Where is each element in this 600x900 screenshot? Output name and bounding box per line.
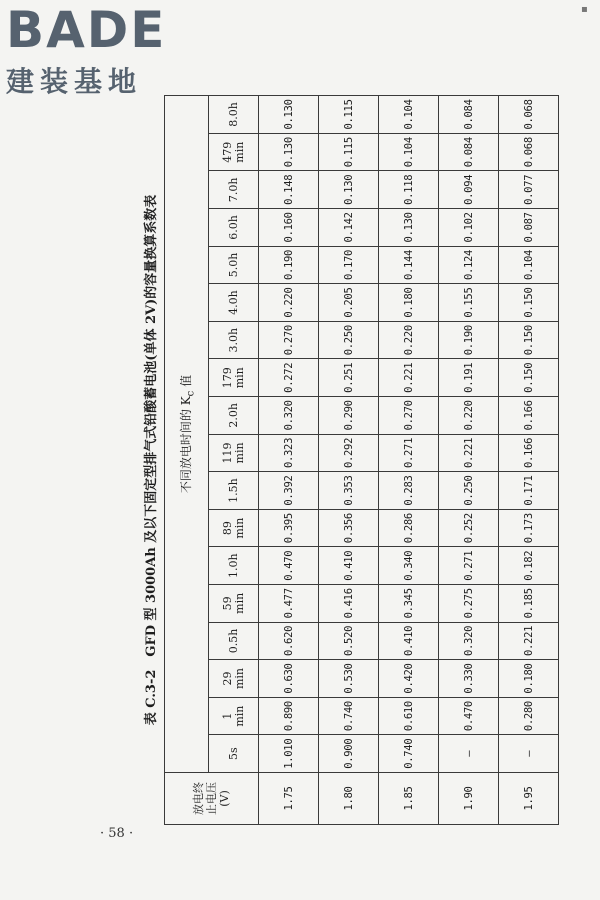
column-header-cell (209, 321, 259, 359)
coefficient-cell: 0.530 (319, 660, 379, 698)
coefficient-cell: — (439, 735, 499, 773)
coefficient-cell: 0.250 (319, 321, 379, 359)
coefficient-cell: 0.068 (499, 96, 559, 134)
coefficient-cell: 0.740 (319, 697, 379, 735)
coefficient-cell: 0.470 (439, 697, 499, 735)
column-header-text: 2.0h (226, 403, 240, 428)
coefficient-cell: 0.170 (319, 246, 379, 284)
column-header-text: 4.0h (226, 290, 240, 315)
coefficient-cell: 0.280 (499, 697, 559, 735)
span-header-text: 不同放电时间的 K (178, 396, 193, 494)
coefficient-cell: 0.220 (259, 284, 319, 322)
coefficient-cell: 0.900 (319, 735, 379, 773)
column-header-cell (209, 509, 259, 547)
column-header-cell (209, 434, 259, 472)
column-header-text: 8.0h (226, 102, 240, 127)
column-header-text: min (232, 442, 246, 464)
watermark-subtitle: 建装基地 (6, 65, 143, 98)
column-header-text: 5.0h (226, 252, 240, 278)
column-header-text: 179 (220, 367, 234, 389)
table-row (259, 96, 319, 825)
coefficient-cell: 0.320 (259, 397, 319, 435)
column-header-text: min (232, 141, 246, 163)
discharge-time-span-header (165, 96, 209, 773)
coefficient-cell: 0.410 (319, 547, 379, 585)
coefficient-cell: 0.084 (439, 133, 499, 171)
coefficient-cell: 0.130 (259, 96, 319, 134)
coefficient-cell: 0.118 (379, 171, 439, 209)
column-header-text: 89 (220, 521, 234, 536)
column-header-cell (209, 660, 259, 698)
table-row (499, 96, 559, 825)
coefficient-cell: 0.190 (259, 246, 319, 284)
column-header-text: min (232, 367, 246, 389)
span-header-tail: 值 (178, 374, 193, 391)
row-header-cell (165, 773, 259, 825)
watermark-logo (6, 1, 167, 100)
coefficient-cell: 0.104 (499, 246, 559, 284)
coefficient-cell: 0.292 (319, 434, 379, 472)
column-header-cell (209, 735, 259, 773)
voltage-cell: 1.95 (499, 773, 559, 825)
column-header-text: 3.0h (226, 327, 240, 353)
coefficient-cell: 0.416 (319, 585, 379, 623)
column-header-text: min (232, 592, 246, 614)
column-header-cell (209, 246, 259, 284)
coefficient-cell: 0.182 (499, 547, 559, 585)
coefficient-cell: 0.286 (379, 509, 439, 547)
coefficient-cell: 0.124 (439, 246, 499, 284)
column-header-text: min (232, 668, 246, 690)
row-header-line-3: (V) (218, 790, 231, 807)
coefficient-cell: 0.356 (319, 509, 379, 547)
coefficient-cell: 0.272 (259, 359, 319, 397)
coefficient-cell: 0.271 (439, 547, 499, 585)
column-header-text: 1.5h (226, 478, 240, 503)
coefficient-cell: 0.330 (439, 660, 499, 698)
column-header-text: 59 (220, 596, 234, 611)
column-header-text: 1 (220, 712, 234, 720)
coefficient-cell: 0.190 (439, 321, 499, 359)
table-row (439, 96, 499, 825)
table-caption: 表 C.3-2 GFD 型 3000Ah 及以下固定型排气式铅酸蓄电池(单体 2V)的容量换算系数表 (144, 194, 159, 726)
coefficient-cell: 0.620 (259, 622, 319, 660)
coefficient-cell: 0.283 (379, 472, 439, 510)
coefficient-cell: 0.345 (379, 585, 439, 623)
voltage-cell: 1.90 (439, 773, 499, 825)
rotated-table-page (140, 95, 560, 825)
coefficient-cell: 0.173 (499, 509, 559, 547)
coefficient-cell: 0.160 (259, 209, 319, 247)
coefficient-cell: 0.148 (259, 171, 319, 209)
capacity-coefficient-table (164, 95, 559, 825)
coefficient-cell: 0.410 (379, 622, 439, 660)
coefficient-cell: 0.130 (259, 133, 319, 171)
coefficient-cell: 0.290 (319, 397, 379, 435)
coefficient-cell: 0.520 (319, 622, 379, 660)
row-header-line-2: 止电压 (205, 782, 218, 815)
column-header-cell (209, 472, 259, 510)
coefficient-cell: 0.104 (379, 96, 439, 134)
column-header-text: 1.0h (226, 553, 240, 579)
coefficient-cell: 0.221 (439, 434, 499, 472)
column-header-cell (209, 133, 259, 171)
coefficient-cell: 0.340 (379, 547, 439, 585)
coefficient-cell: 0.115 (319, 96, 379, 134)
column-header-cell (209, 622, 259, 660)
page-number: · 58 · (100, 826, 134, 841)
coefficient-cell: 0.150 (499, 359, 559, 397)
column-header-text: 6.0h (226, 215, 240, 240)
coefficient-cell: 0.087 (499, 209, 559, 247)
coefficient-cell: 0.221 (379, 359, 439, 397)
coefficient-cell: 0.220 (379, 321, 439, 359)
column-header-text: 479 (220, 141, 234, 163)
table-header-row-1 (165, 96, 209, 825)
coefficient-cell: 0.420 (379, 660, 439, 698)
coefficient-cell: 0.094 (439, 171, 499, 209)
coefficient-cell: 0.250 (439, 472, 499, 510)
coefficient-cell: 0.252 (439, 509, 499, 547)
coefficient-cell: 0.740 (379, 735, 439, 773)
table-header-row-2 (209, 96, 259, 825)
column-header-text: 5s (226, 747, 240, 761)
column-header-cell (209, 359, 259, 397)
column-header-cell (209, 284, 259, 322)
coefficient-cell: 0.150 (499, 284, 559, 322)
column-header-cell (209, 171, 259, 209)
coefficient-cell: 0.171 (499, 472, 559, 510)
coefficient-cell: 1.010 (259, 735, 319, 773)
coefficient-cell: 0.180 (499, 660, 559, 698)
coefficient-cell: 0.142 (319, 209, 379, 247)
coefficient-cell: 0.477 (259, 585, 319, 623)
coefficient-cell: 0.166 (499, 397, 559, 435)
coefficient-cell: 0.630 (259, 660, 319, 698)
column-header-cell (209, 397, 259, 435)
column-header-text: min (232, 517, 246, 539)
coefficient-cell: 0.275 (439, 585, 499, 623)
coefficient-cell: 0.251 (319, 359, 379, 397)
coefficient-cell: 0.115 (319, 133, 379, 171)
column-header-cell (209, 209, 259, 247)
table-row (379, 96, 439, 825)
column-header-text: 7.0h (226, 177, 240, 203)
coefficient-cell: 0.270 (259, 321, 319, 359)
coefficient-cell: 0.221 (499, 622, 559, 660)
coefficient-cell: 0.392 (259, 472, 319, 510)
column-header-cell (209, 585, 259, 623)
coefficient-cell: 0.270 (379, 397, 439, 435)
voltage-cell: 1.85 (379, 773, 439, 825)
coefficient-cell: — (499, 735, 559, 773)
column-header-text: 29 (220, 671, 234, 686)
column-header-cell (209, 96, 259, 134)
column-header-text: 0.5h (226, 628, 240, 654)
coefficient-cell: 0.155 (439, 284, 499, 322)
coefficient-cell: 0.185 (499, 585, 559, 623)
voltage-cell: 1.75 (259, 773, 319, 825)
coefficient-cell: 0.130 (379, 209, 439, 247)
coefficient-cell: 0.220 (439, 397, 499, 435)
coefficient-cell: 0.191 (439, 359, 499, 397)
coefficient-cell: 0.130 (319, 171, 379, 209)
coefficient-cell: 0.150 (499, 321, 559, 359)
coefficient-cell: 0.084 (439, 96, 499, 134)
coefficient-cell: 0.068 (499, 133, 559, 171)
column-header-cell (209, 697, 259, 735)
coefficient-cell: 0.104 (379, 133, 439, 171)
coefficient-cell: 0.320 (439, 622, 499, 660)
coefficient-cell: 0.610 (379, 697, 439, 735)
table-row (319, 96, 379, 825)
column-header-text: min (232, 705, 246, 727)
coefficient-cell: 0.890 (259, 697, 319, 735)
coefficient-cell: 0.205 (319, 284, 379, 322)
coefficient-cell: 0.271 (379, 434, 439, 472)
column-header-cell (209, 547, 259, 585)
coefficient-cell: 0.470 (259, 547, 319, 585)
coefficient-cell: 0.102 (439, 209, 499, 247)
voltage-cell: 1.80 (319, 773, 379, 825)
row-header-line-1: 放电终 (192, 782, 205, 815)
corner-mark: ▪ (581, 4, 588, 15)
coefficient-cell: 0.166 (499, 434, 559, 472)
span-header-sub: c (185, 390, 197, 397)
coefficient-cell: 0.353 (319, 472, 379, 510)
coefficient-cell: 0.077 (499, 171, 559, 209)
coefficient-cell: 0.144 (379, 246, 439, 284)
coefficient-cell: 0.395 (259, 509, 319, 547)
watermark-brand: BADE (6, 1, 167, 59)
column-header-text: 119 (220, 442, 234, 464)
coefficient-cell: 0.323 (259, 434, 319, 472)
coefficient-cell: 0.180 (379, 284, 439, 322)
